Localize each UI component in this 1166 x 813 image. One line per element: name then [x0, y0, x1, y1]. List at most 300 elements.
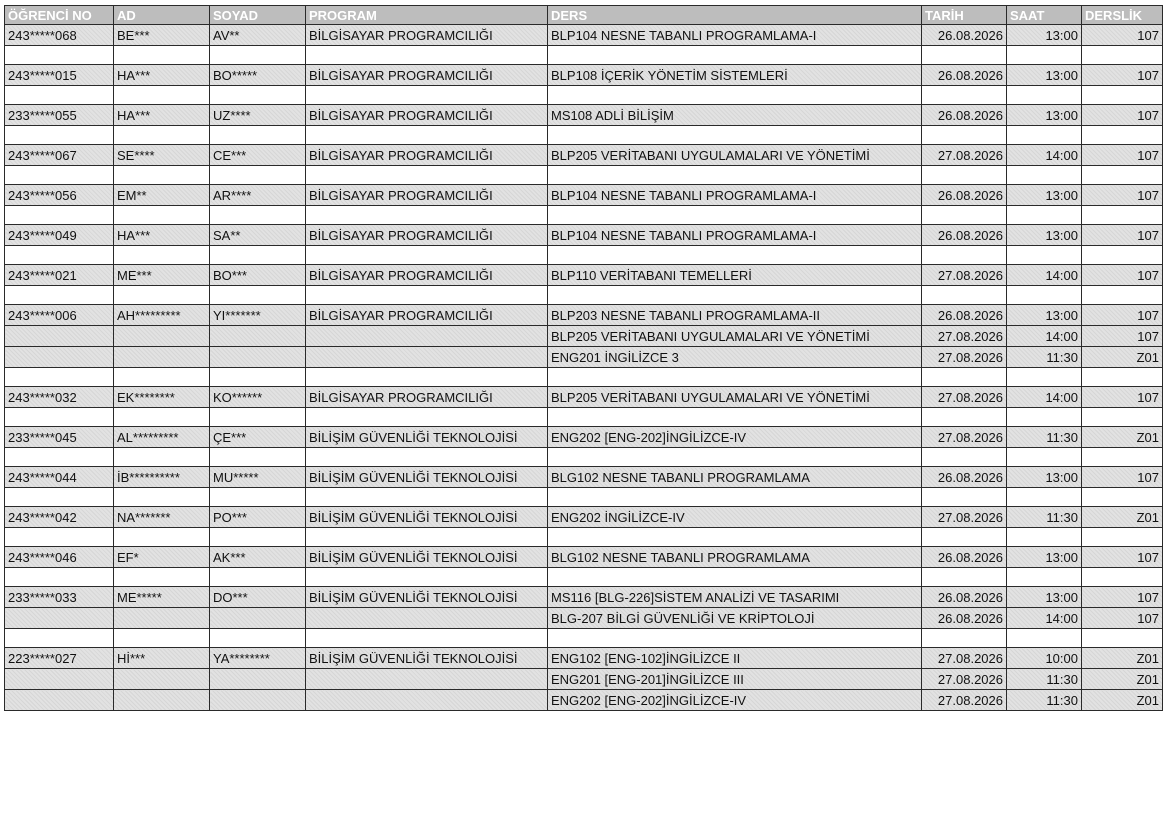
time-cell[interactable]: 13:00: [1007, 305, 1082, 326]
empty-cell[interactable]: [306, 166, 548, 185]
time-cell[interactable]: 14:00: [1007, 326, 1082, 347]
classroom-cell[interactable]: 107: [1082, 467, 1163, 488]
header-time[interactable]: SAAT: [1007, 6, 1082, 25]
header-program[interactable]: PROGRAM: [306, 6, 548, 25]
empty-cell[interactable]: [1082, 166, 1163, 185]
time-cell[interactable]: 13:00: [1007, 25, 1082, 46]
empty-cell[interactable]: [114, 166, 210, 185]
empty-cell[interactable]: [922, 629, 1007, 648]
empty-cell[interactable]: [922, 368, 1007, 387]
first-name-cell[interactable]: Hİ***: [114, 648, 210, 669]
empty-cell[interactable]: [210, 568, 306, 587]
first-name-cell[interactable]: NA*******: [114, 507, 210, 528]
date-cell[interactable]: 27.08.2026: [922, 326, 1007, 347]
first-name-cell[interactable]: HA***: [114, 65, 210, 86]
date-cell[interactable]: 26.08.2026: [922, 587, 1007, 608]
student-no-cell[interactable]: 243*****067: [5, 145, 114, 166]
classroom-cell[interactable]: 107: [1082, 265, 1163, 286]
empty-cell[interactable]: [114, 528, 210, 547]
empty-cell[interactable]: [1007, 368, 1082, 387]
empty-cell[interactable]: [548, 126, 922, 145]
first-name-cell[interactable]: HA***: [114, 105, 210, 126]
student-no-cell[interactable]: 243*****032: [5, 387, 114, 408]
empty-cell[interactable]: [922, 488, 1007, 507]
empty-cell[interactable]: [1007, 488, 1082, 507]
date-cell[interactable]: 27.08.2026: [922, 387, 1007, 408]
last-name-cell[interactable]: MU*****: [210, 467, 306, 488]
course-cell[interactable]: BLP108 İÇERİK YÖNETİM SİSTEMLERİ: [548, 65, 922, 86]
empty-cell[interactable]: [922, 46, 1007, 65]
empty-cell[interactable]: [548, 448, 922, 467]
date-cell[interactable]: 26.08.2026: [922, 105, 1007, 126]
last-name-cell[interactable]: AK***: [210, 547, 306, 568]
empty-cell[interactable]: [1082, 528, 1163, 547]
program-cell[interactable]: BİLİŞİM GÜVENLİĞİ TEKNOLOJİSİ: [306, 427, 548, 448]
course-cell[interactable]: BLP203 NESNE TABANLI PROGRAMLAMA-II: [548, 305, 922, 326]
empty-cell[interactable]: [306, 448, 548, 467]
course-cell[interactable]: MS116 [BLG-226]SİSTEM ANALİZİ VE TASARIMI: [548, 587, 922, 608]
first-name-cell[interactable]: [114, 669, 210, 690]
first-name-cell[interactable]: İB**********: [114, 467, 210, 488]
empty-cell[interactable]: [5, 488, 114, 507]
empty-cell[interactable]: [210, 126, 306, 145]
course-cell[interactable]: BLP110 VERİTABANI TEMELLERİ: [548, 265, 922, 286]
program-cell[interactable]: BİLİŞİM GÜVENLİĞİ TEKNOLOJİSİ: [306, 507, 548, 528]
empty-cell[interactable]: [1082, 126, 1163, 145]
classroom-cell[interactable]: 107: [1082, 225, 1163, 246]
empty-cell[interactable]: [114, 629, 210, 648]
time-cell[interactable]: 13:00: [1007, 185, 1082, 206]
classroom-cell[interactable]: 107: [1082, 65, 1163, 86]
header-classroom[interactable]: DERSLİK: [1082, 6, 1163, 25]
table-row: [5, 387, 1163, 408]
student-no-cell[interactable]: [5, 690, 114, 711]
empty-cell[interactable]: [1007, 126, 1082, 145]
empty-cell[interactable]: [5, 629, 114, 648]
time-cell[interactable]: 14:00: [1007, 145, 1082, 166]
first-name-cell[interactable]: [114, 690, 210, 711]
first-name-cell[interactable]: AH*********: [114, 305, 210, 326]
date-cell[interactable]: 26.08.2026: [922, 608, 1007, 629]
table-row: [5, 305, 1163, 326]
empty-cell[interactable]: [210, 166, 306, 185]
course-cell[interactable]: MS108 ADLİ BİLİŞİM: [548, 105, 922, 126]
empty-cell[interactable]: [5, 286, 114, 305]
program-cell[interactable]: BİLGİSAYAR PROGRAMCILIĞI: [306, 145, 548, 166]
classroom-cell[interactable]: 107: [1082, 587, 1163, 608]
empty-cell[interactable]: [306, 408, 548, 427]
empty-cell[interactable]: [548, 528, 922, 547]
empty-cell[interactable]: [306, 488, 548, 507]
empty-cell[interactable]: [922, 246, 1007, 265]
date-cell[interactable]: 27.08.2026: [922, 507, 1007, 528]
empty-cell[interactable]: [210, 206, 306, 225]
student-no-cell[interactable]: [5, 669, 114, 690]
course-cell[interactable]: ENG202 İNGİLİZCE-IV: [548, 507, 922, 528]
time-cell[interactable]: 11:30: [1007, 347, 1082, 368]
time-cell[interactable]: 13:00: [1007, 225, 1082, 246]
program-cell[interactable]: [306, 608, 548, 629]
empty-cell[interactable]: [922, 448, 1007, 467]
empty-cell[interactable]: [114, 408, 210, 427]
student-no-cell[interactable]: 223*****027: [5, 648, 114, 669]
last-name-cell[interactable]: ÇE***: [210, 427, 306, 448]
empty-cell[interactable]: [306, 528, 548, 547]
empty-cell[interactable]: [1082, 629, 1163, 648]
last-name-cell[interactable]: [210, 347, 306, 368]
course-cell[interactable]: ENG201 [ENG-201]İNGİLİZCE III: [548, 669, 922, 690]
student-no-cell[interactable]: 243*****042: [5, 507, 114, 528]
empty-cell[interactable]: [210, 46, 306, 65]
empty-cell[interactable]: [922, 408, 1007, 427]
empty-cell[interactable]: [114, 246, 210, 265]
student-no-cell[interactable]: [5, 326, 114, 347]
classroom-cell[interactable]: 107: [1082, 305, 1163, 326]
date-cell[interactable]: 26.08.2026: [922, 225, 1007, 246]
table-body: [5, 25, 1163, 711]
table-row: [5, 467, 1163, 488]
empty-cell[interactable]: [5, 368, 114, 387]
course-cell[interactable]: ENG201 İNGİLİZCE 3: [548, 347, 922, 368]
time-cell[interactable]: 13:00: [1007, 105, 1082, 126]
table-row: [5, 347, 1163, 368]
last-name-cell[interactable]: DO***: [210, 587, 306, 608]
exam-schedule-sheet: [4, 5, 1163, 711]
student-no-cell[interactable]: 243*****006: [5, 305, 114, 326]
course-cell[interactable]: ENG202 [ENG-202]İNGİLİZCE-IV: [548, 690, 922, 711]
time-cell[interactable]: 14:00: [1007, 387, 1082, 408]
empty-cell[interactable]: [210, 488, 306, 507]
classroom-cell[interactable]: Z01: [1082, 648, 1163, 669]
empty-cell[interactable]: [548, 246, 922, 265]
empty-cell[interactable]: [1082, 408, 1163, 427]
empty-cell[interactable]: [306, 286, 548, 305]
first-name-cell[interactable]: EM**: [114, 185, 210, 206]
program-cell[interactable]: BİLGİSAYAR PROGRAMCILIĞI: [306, 305, 548, 326]
last-name-cell[interactable]: [210, 669, 306, 690]
empty-cell[interactable]: [114, 368, 210, 387]
course-cell[interactable]: BLG102 NESNE TABANLI PROGRAMLAMA: [548, 467, 922, 488]
empty-cell[interactable]: [548, 568, 922, 587]
date-cell[interactable]: 27.08.2026: [922, 347, 1007, 368]
first-name-cell[interactable]: EF*: [114, 547, 210, 568]
blank-row: [5, 408, 1163, 427]
empty-cell[interactable]: [114, 488, 210, 507]
blank-row: [5, 568, 1163, 587]
empty-cell[interactable]: [210, 528, 306, 547]
time-cell[interactable]: 11:30: [1007, 507, 1082, 528]
program-cell[interactable]: BİLGİSAYAR PROGRAMCILIĞI: [306, 185, 548, 206]
table-row: [5, 669, 1163, 690]
date-cell[interactable]: 27.08.2026: [922, 145, 1007, 166]
time-cell[interactable]: 14:00: [1007, 265, 1082, 286]
course-cell[interactable]: BLP205 VERİTABANI UYGULAMALARI VE YÖNETİMİ: [548, 326, 922, 347]
date-cell[interactable]: 27.08.2026: [922, 690, 1007, 711]
header-first-name[interactable]: AD: [114, 6, 210, 25]
last-name-cell[interactable]: UZ****: [210, 105, 306, 126]
student-no-cell[interactable]: 243*****046: [5, 547, 114, 568]
last-name-cell[interactable]: YI*******: [210, 305, 306, 326]
empty-cell[interactable]: [306, 368, 548, 387]
empty-cell[interactable]: [114, 286, 210, 305]
classroom-cell[interactable]: Z01: [1082, 669, 1163, 690]
classroom-cell[interactable]: 107: [1082, 608, 1163, 629]
time-cell[interactable]: 11:30: [1007, 427, 1082, 448]
empty-cell[interactable]: [306, 126, 548, 145]
empty-cell[interactable]: [548, 368, 922, 387]
program-cell[interactable]: BİLGİSAYAR PROGRAMCILIĞI: [306, 265, 548, 286]
last-name-cell[interactable]: CE***: [210, 145, 306, 166]
empty-cell[interactable]: [922, 206, 1007, 225]
time-cell[interactable]: 11:30: [1007, 690, 1082, 711]
classroom-cell[interactable]: Z01: [1082, 690, 1163, 711]
exam-schedule-table: [4, 5, 1163, 711]
classroom-cell[interactable]: Z01: [1082, 507, 1163, 528]
empty-cell[interactable]: [1007, 408, 1082, 427]
table-row: [5, 65, 1163, 86]
empty-cell[interactable]: [922, 286, 1007, 305]
table-row: [5, 648, 1163, 669]
student-no-cell[interactable]: 243*****068: [5, 25, 114, 46]
date-cell[interactable]: 27.08.2026: [922, 265, 1007, 286]
program-cell[interactable]: BİLGİSAYAR PROGRAMCILIĞI: [306, 65, 548, 86]
empty-cell[interactable]: [548, 488, 922, 507]
empty-cell[interactable]: [1082, 46, 1163, 65]
empty-cell[interactable]: [1007, 528, 1082, 547]
empty-cell[interactable]: [5, 528, 114, 547]
course-cell[interactable]: BLP205 VERİTABANI UYGULAMALARI VE YÖNETİMİ: [548, 387, 922, 408]
empty-cell[interactable]: [548, 286, 922, 305]
empty-cell[interactable]: [114, 126, 210, 145]
table-row: [5, 547, 1163, 568]
last-name-cell[interactable]: KO******: [210, 387, 306, 408]
table-header: [5, 6, 1163, 25]
empty-cell[interactable]: [1007, 286, 1082, 305]
table-row: [5, 326, 1163, 347]
first-name-cell[interactable]: ME***: [114, 265, 210, 286]
program-cell[interactable]: [306, 669, 548, 690]
student-no-cell[interactable]: 243*****015: [5, 65, 114, 86]
program-cell[interactable]: BİLGİSAYAR PROGRAMCILIĞI: [306, 387, 548, 408]
blank-row: [5, 286, 1163, 305]
empty-cell[interactable]: [1007, 246, 1082, 265]
empty-cell[interactable]: [210, 86, 306, 105]
program-cell[interactable]: BİLİŞİM GÜVENLİĞİ TEKNOLOJİSİ: [306, 547, 548, 568]
header-date[interactable]: TARİH: [922, 6, 1007, 25]
empty-cell[interactable]: [210, 629, 306, 648]
empty-cell[interactable]: [922, 568, 1007, 587]
empty-cell[interactable]: [5, 408, 114, 427]
first-name-cell[interactable]: HA***: [114, 225, 210, 246]
empty-cell[interactable]: [1007, 166, 1082, 185]
last-name-cell[interactable]: BO*****: [210, 65, 306, 86]
student-no-cell[interactable]: 243*****049: [5, 225, 114, 246]
student-no-cell[interactable]: 243*****044: [5, 467, 114, 488]
empty-cell[interactable]: [548, 206, 922, 225]
empty-cell[interactable]: [5, 166, 114, 185]
empty-cell[interactable]: [1007, 206, 1082, 225]
classroom-cell[interactable]: 107: [1082, 547, 1163, 568]
empty-cell[interactable]: [5, 568, 114, 587]
date-cell[interactable]: 27.08.2026: [922, 427, 1007, 448]
empty-cell[interactable]: [210, 368, 306, 387]
empty-cell[interactable]: [306, 629, 548, 648]
empty-cell[interactable]: [922, 528, 1007, 547]
classroom-cell[interactable]: 107: [1082, 387, 1163, 408]
header-last-name[interactable]: SOYAD: [210, 6, 306, 25]
course-cell[interactable]: BLP104 NESNE TABANLI PROGRAMLAMA-I: [548, 225, 922, 246]
empty-cell[interactable]: [5, 206, 114, 225]
program-cell[interactable]: BİLİŞİM GÜVENLİĞİ TEKNOLOJİSİ: [306, 648, 548, 669]
empty-cell[interactable]: [114, 46, 210, 65]
empty-cell[interactable]: [5, 86, 114, 105]
student-no-cell[interactable]: [5, 347, 114, 368]
last-name-cell[interactable]: [210, 326, 306, 347]
empty-cell[interactable]: [5, 448, 114, 467]
course-cell[interactable]: BLP104 NESNE TABANLI PROGRAMLAMA-I: [548, 25, 922, 46]
last-name-cell[interactable]: AR****: [210, 185, 306, 206]
program-cell[interactable]: BİLGİSAYAR PROGRAMCILIĞI: [306, 105, 548, 126]
first-name-cell[interactable]: [114, 608, 210, 629]
last-name-cell[interactable]: BO***: [210, 265, 306, 286]
empty-cell[interactable]: [114, 206, 210, 225]
empty-cell[interactable]: [548, 86, 922, 105]
program-cell[interactable]: [306, 326, 548, 347]
classroom-cell[interactable]: 107: [1082, 145, 1163, 166]
date-cell[interactable]: 26.08.2026: [922, 185, 1007, 206]
empty-cell[interactable]: [922, 126, 1007, 145]
empty-cell[interactable]: [5, 46, 114, 65]
first-name-cell[interactable]: AL*********: [114, 427, 210, 448]
first-name-cell[interactable]: BE***: [114, 25, 210, 46]
student-no-cell[interactable]: 243*****056: [5, 185, 114, 206]
student-no-cell[interactable]: 233*****055: [5, 105, 114, 126]
empty-cell[interactable]: [306, 86, 548, 105]
program-cell[interactable]: [306, 690, 548, 711]
classroom-cell[interactable]: Z01: [1082, 347, 1163, 368]
course-cell[interactable]: ENG202 [ENG-202]İNGİLİZCE-IV: [548, 427, 922, 448]
time-cell[interactable]: 13:00: [1007, 65, 1082, 86]
date-cell[interactable]: 26.08.2026: [922, 65, 1007, 86]
blank-row: [5, 488, 1163, 507]
date-cell[interactable]: 27.08.2026: [922, 669, 1007, 690]
empty-cell[interactable]: [5, 126, 114, 145]
date-cell[interactable]: 26.08.2026: [922, 305, 1007, 326]
empty-cell[interactable]: [306, 246, 548, 265]
empty-cell[interactable]: [1082, 86, 1163, 105]
classroom-cell[interactable]: 107: [1082, 25, 1163, 46]
time-cell[interactable]: 13:00: [1007, 467, 1082, 488]
empty-cell[interactable]: [306, 46, 548, 65]
empty-cell[interactable]: [1082, 206, 1163, 225]
empty-cell[interactable]: [114, 86, 210, 105]
empty-cell[interactable]: [306, 206, 548, 225]
last-name-cell[interactable]: YA********: [210, 648, 306, 669]
empty-cell[interactable]: [1082, 246, 1163, 265]
empty-cell[interactable]: [114, 448, 210, 467]
first-name-cell[interactable]: EK********: [114, 387, 210, 408]
date-cell[interactable]: 26.08.2026: [922, 25, 1007, 46]
first-name-cell[interactable]: [114, 347, 210, 368]
header-course[interactable]: DERS: [548, 6, 922, 25]
time-cell[interactable]: 11:30: [1007, 669, 1082, 690]
empty-cell[interactable]: [548, 408, 922, 427]
empty-cell[interactable]: [1082, 488, 1163, 507]
empty-cell[interactable]: [548, 166, 922, 185]
empty-cell[interactable]: [922, 166, 1007, 185]
classroom-cell[interactable]: 107: [1082, 105, 1163, 126]
date-cell[interactable]: 27.08.2026: [922, 648, 1007, 669]
empty-cell[interactable]: [1082, 448, 1163, 467]
course-cell[interactable]: BLP205 VERİTABANI UYGULAMALARI VE YÖNETİMİ: [548, 145, 922, 166]
time-cell[interactable]: 10:00: [1007, 648, 1082, 669]
header-student-no[interactable]: ÖĞRENCİ NO: [5, 6, 114, 25]
course-cell[interactable]: ENG102 [ENG-102]İNGİLİZCE II: [548, 648, 922, 669]
empty-cell[interactable]: [210, 408, 306, 427]
program-cell[interactable]: [306, 347, 548, 368]
empty-cell[interactable]: [1007, 568, 1082, 587]
empty-cell[interactable]: [1082, 368, 1163, 387]
student-no-cell[interactable]: 243*****021: [5, 265, 114, 286]
program-cell[interactable]: BİLİŞİM GÜVENLİĞİ TEKNOLOJİSİ: [306, 467, 548, 488]
student-no-cell[interactable]: 233*****045: [5, 427, 114, 448]
empty-cell[interactable]: [548, 629, 922, 648]
course-cell[interactable]: BLG-207 BİLGİ GÜVENLİĞİ VE KRİPTOLOJİ: [548, 608, 922, 629]
time-cell[interactable]: 13:00: [1007, 587, 1082, 608]
empty-cell[interactable]: [210, 286, 306, 305]
time-cell[interactable]: 13:00: [1007, 547, 1082, 568]
program-cell[interactable]: BİLGİSAYAR PROGRAMCILIĞI: [306, 25, 548, 46]
empty-cell[interactable]: [1007, 86, 1082, 105]
empty-cell[interactable]: [1082, 568, 1163, 587]
first-name-cell[interactable]: [114, 326, 210, 347]
blank-row: [5, 86, 1163, 105]
table-row: [5, 185, 1163, 206]
last-name-cell[interactable]: [210, 690, 306, 711]
empty-cell[interactable]: [548, 46, 922, 65]
empty-cell[interactable]: [1007, 629, 1082, 648]
course-cell[interactable]: BLP104 NESNE TABANLI PROGRAMLAMA-I: [548, 185, 922, 206]
last-name-cell[interactable]: [210, 608, 306, 629]
classroom-cell[interactable]: 107: [1082, 326, 1163, 347]
empty-cell[interactable]: [5, 246, 114, 265]
program-cell[interactable]: BİLGİSAYAR PROGRAMCILIĞI: [306, 225, 548, 246]
classroom-cell[interactable]: Z01: [1082, 427, 1163, 448]
empty-cell[interactable]: [114, 568, 210, 587]
last-name-cell[interactable]: SA**: [210, 225, 306, 246]
table-row: [5, 587, 1163, 608]
empty-cell[interactable]: [1007, 46, 1082, 65]
last-name-cell[interactable]: PO***: [210, 507, 306, 528]
first-name-cell[interactable]: SE****: [114, 145, 210, 166]
student-no-cell[interactable]: 233*****033: [5, 587, 114, 608]
date-cell[interactable]: 26.08.2026: [922, 547, 1007, 568]
last-name-cell[interactable]: AV**: [210, 25, 306, 46]
empty-cell[interactable]: [1082, 286, 1163, 305]
course-cell[interactable]: BLG102 NESNE TABANLI PROGRAMLAMA: [548, 547, 922, 568]
empty-cell[interactable]: [210, 448, 306, 467]
first-name-cell[interactable]: ME*****: [114, 587, 210, 608]
student-no-cell[interactable]: [5, 608, 114, 629]
classroom-cell[interactable]: 107: [1082, 185, 1163, 206]
date-cell[interactable]: 26.08.2026: [922, 467, 1007, 488]
empty-cell[interactable]: [306, 568, 548, 587]
empty-cell[interactable]: [1007, 448, 1082, 467]
time-cell[interactable]: 14:00: [1007, 608, 1082, 629]
empty-cell[interactable]: [922, 86, 1007, 105]
program-cell[interactable]: BİLİŞİM GÜVENLİĞİ TEKNOLOJİSİ: [306, 587, 548, 608]
empty-cell[interactable]: [210, 246, 306, 265]
